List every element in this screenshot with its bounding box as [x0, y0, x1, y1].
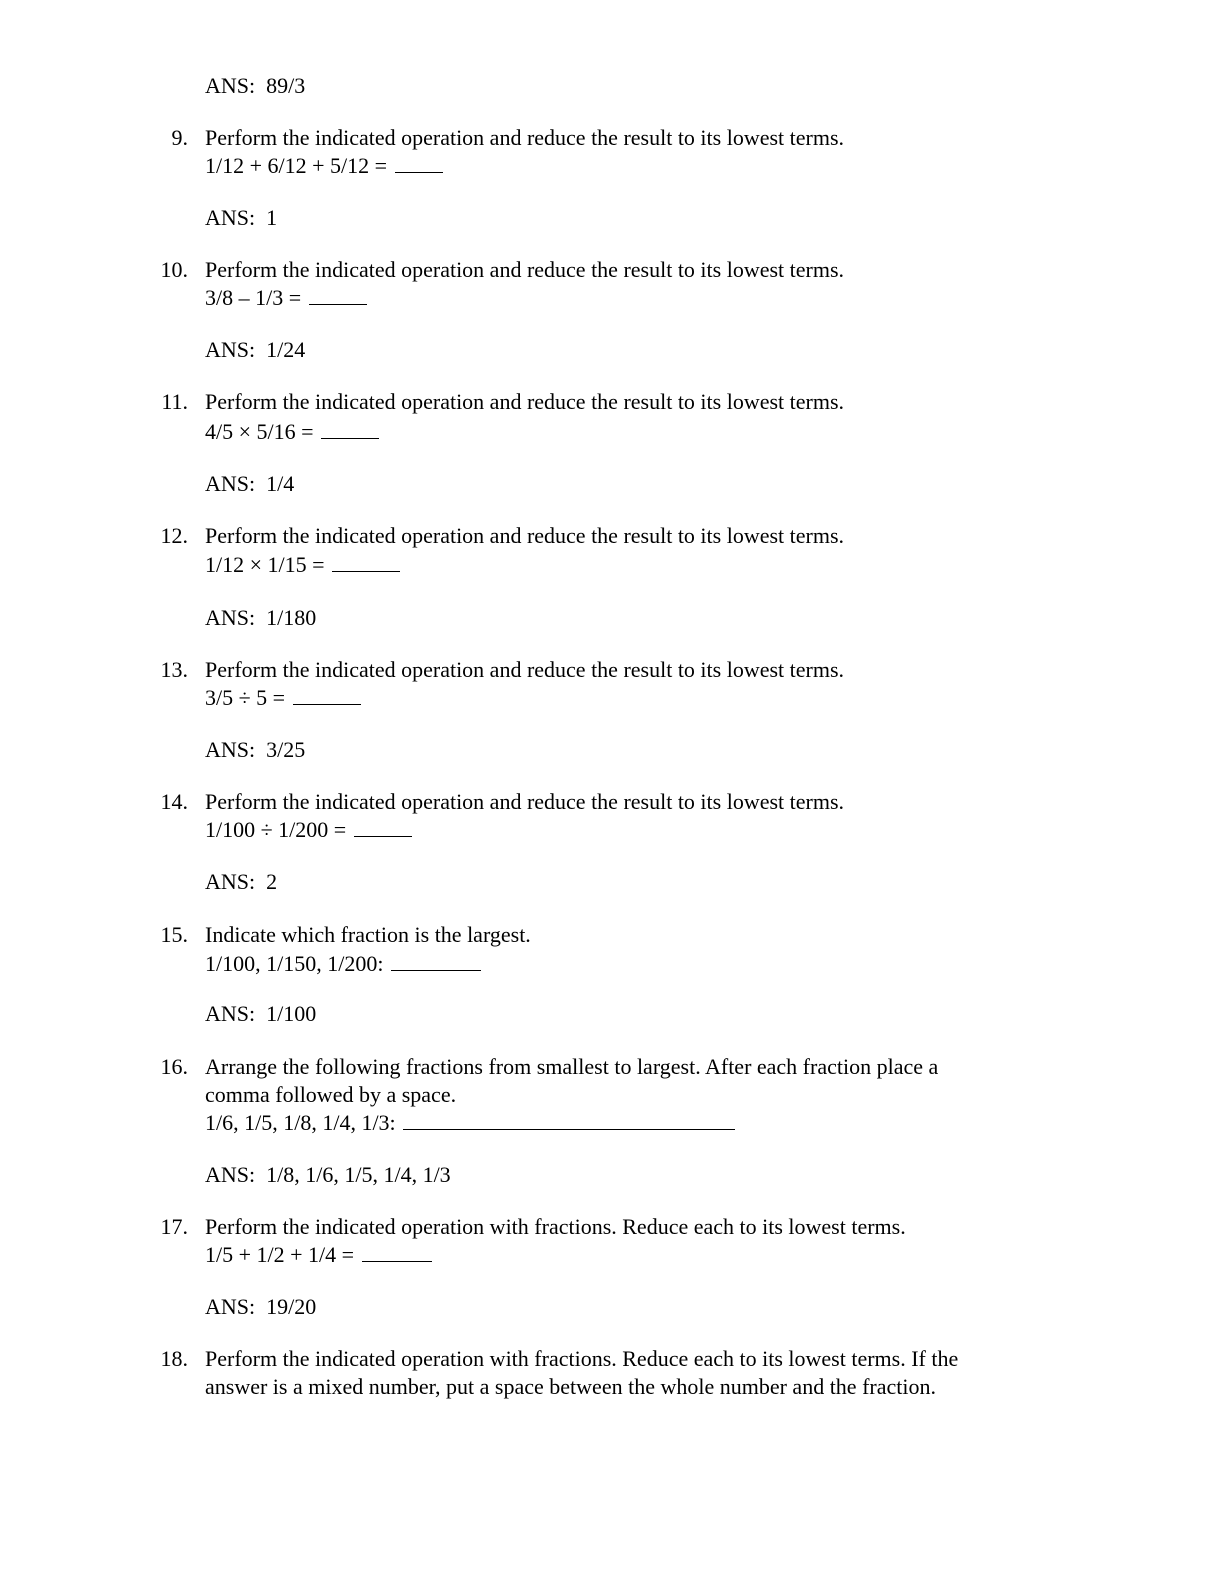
answer-text: ANS: 89/3 — [205, 73, 306, 98]
question-number: 17. — [160, 1214, 188, 1239]
question-expression: 1/5 + 1/2 + 1/4 = — [205, 1241, 432, 1269]
answer-blank[interactable] — [362, 1243, 432, 1262]
question-number: 10. — [160, 257, 188, 282]
answer-blank[interactable] — [391, 952, 481, 971]
answer-text: ANS: 19/20 — [205, 1294, 317, 1319]
question-number: 14. — [160, 789, 188, 814]
question-text: Perform the indicated operation and reduce the result to its lowest terms. — [205, 389, 845, 414]
question-expression: 1/12 + 6/12 + 5/12 = — [205, 152, 443, 180]
question-expression: 3/5 ÷ 5 = — [205, 684, 361, 712]
question-number: 16. — [160, 1054, 188, 1079]
question-number: 15. — [160, 922, 188, 947]
question-text: Indicate which fraction is the largest. — [205, 922, 531, 947]
question-number: 18. — [160, 1346, 188, 1371]
answer-text: ANS: 1/24 — [205, 337, 306, 362]
question-expression: 1/100, 1/150, 1/200: — [205, 950, 481, 978]
question-text: Perform the indicated operation and reduce the result to its lowest terms. — [205, 125, 845, 150]
answer-text: ANS: 1/180 — [205, 605, 317, 630]
question-text: Perform the indicated operation with fractions. Reduce each to its lowest terms. If the — [205, 1346, 959, 1371]
question-number: 13. — [160, 657, 188, 682]
question-text: Perform the indicated operation and reduce the result to its lowest terms. — [205, 789, 845, 814]
answer-text: ANS: 1/100 — [205, 1001, 317, 1026]
answer-text: ANS: 1/8, 1/6, 1/5, 1/4, 1/3 — [205, 1162, 451, 1187]
answer-text: ANS: 2 — [205, 869, 278, 894]
answer-text: ANS: 1 — [205, 205, 278, 230]
question-expression: 1/100 ÷ 1/200 = — [205, 816, 412, 844]
question-expression: 3/8 – 1/3 = — [205, 284, 367, 312]
question-expression: 1/12 × 1/15 = — [205, 551, 400, 579]
answer-blank[interactable] — [321, 420, 379, 439]
question-number: 9. — [171, 125, 188, 150]
answer-blank[interactable] — [403, 1111, 735, 1130]
question-expression: 1/6, 1/5, 1/8, 1/4, 1/3: — [205, 1109, 735, 1137]
answer-blank[interactable] — [293, 686, 361, 705]
answer-blank[interactable] — [395, 154, 443, 173]
question-text: Perform the indicated operation and reduce the result to its lowest terms. — [205, 257, 845, 282]
answer-blank[interactable] — [332, 553, 400, 572]
answer-text: ANS: 3/25 — [205, 737, 306, 762]
answer-text: ANS: 1/4 — [205, 471, 295, 496]
answer-blank[interactable] — [309, 286, 367, 305]
question-text: Perform the indicated operation and reduce the result to its lowest terms. — [205, 523, 845, 548]
question-number: 12. — [160, 523, 188, 548]
answer-blank[interactable] — [354, 818, 412, 837]
question-text: Perform the indicated operation with fractions. Reduce each to its lowest terms. — [205, 1214, 906, 1239]
question-text: answer is a mixed number, put a space between the whole number and the fraction. — [205, 1374, 936, 1399]
question-text: Perform the indicated operation and reduce the result to its lowest terms. — [205, 657, 845, 682]
question-expression: 4/5 × 5/16 = — [205, 418, 379, 446]
question-number: 11. — [161, 389, 188, 414]
question-text: comma followed by a space. — [205, 1082, 457, 1107]
question-text: Arrange the following fractions from smallest to largest. After each fraction place a — [205, 1054, 939, 1079]
